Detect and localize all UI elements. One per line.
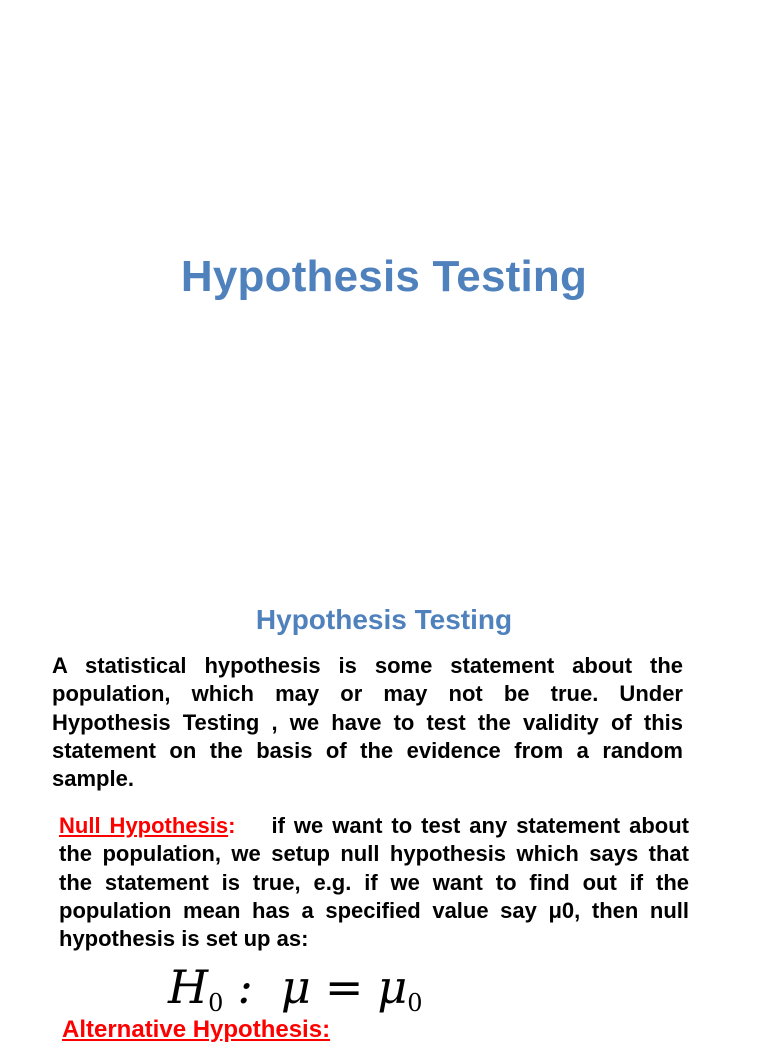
slide-content	[0, 576, 768, 1043]
null-hypothesis-paragraph	[59, 812, 689, 953]
formula-mu: μ	[280, 960, 311, 1014]
alternative-hypothesis-label: Alternative Hypothesis:	[62, 1016, 331, 1043]
null-hypothesis-text: if we want to test any statement about the population, we setup null hypothesis which says that the statement is true, e.g. if we want to find out if the population mean has a specified value say μ0, then null hypothesis is set up as:	[59, 813, 689, 952]
null-hypothesis-label: Null Hypothesis	[59, 813, 229, 838]
formula-mu-zero: μ	[377, 960, 408, 1014]
formula-h-subscript: 0	[208, 989, 224, 1017]
formula-h: H	[168, 960, 209, 1014]
definition-paragraph: A statistical hypothesis is some statement about the population, which may or may not be true. Under Hypothesis Testing , we have to test the validity of this statement on the basis of the evidence from a random sample.	[52, 653, 683, 792]
null-hypothesis-colon: :	[228, 813, 236, 838]
content-slide-title: Hypothesis Testing	[255, 604, 513, 635]
formula-colon: :	[237, 960, 253, 1014]
formula-equals: =	[324, 960, 364, 1014]
slide-main-title: Hypothesis Testing	[180, 252, 588, 301]
formula-mu-subscript: 0	[407, 989, 423, 1017]
